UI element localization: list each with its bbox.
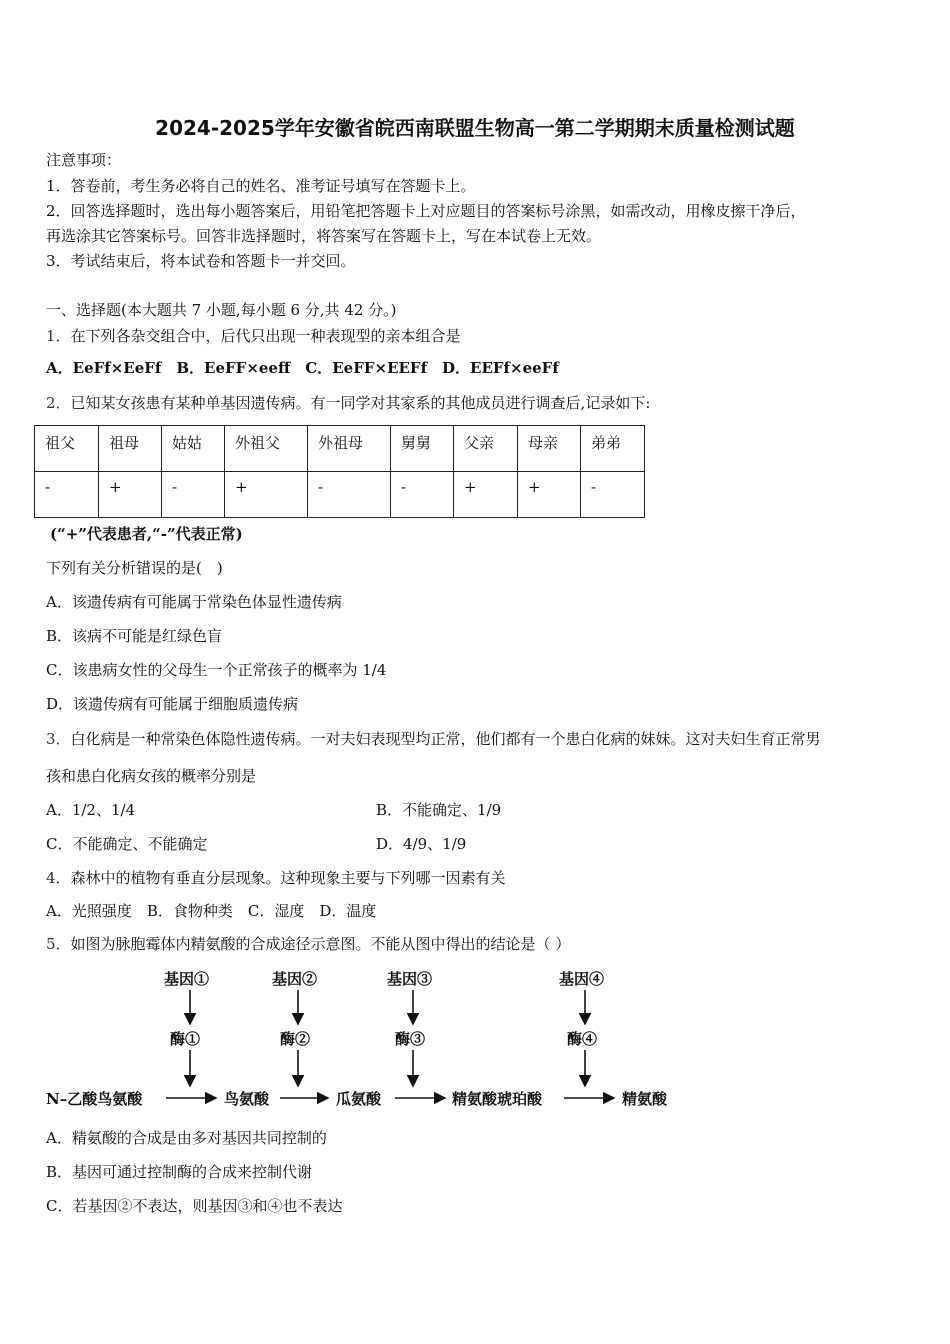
option-d: D．该遗传病有可能属于细胞质遗传病 [46, 695, 299, 713]
question-stem: 白化病是一种常染色体隐性遗传病。一对夫妇表现型均正常，他们都有一个患白化病的妹妹。这对夫妇生育正常男 [70, 730, 821, 748]
gene-label: 基因① [164, 970, 210, 988]
compound-label: 精氨酸 [622, 1090, 668, 1108]
enzyme-label: 酶③ [395, 1030, 426, 1048]
table-header-row [35, 426, 645, 472]
gene-label: 基因③ [387, 970, 433, 988]
enzyme-label: 酶② [280, 1030, 311, 1048]
question-3-stem-cont: 孩和患白化病女孩的概率分别是 [46, 767, 257, 785]
option-b: B．基因可通过控制酶的合成来控制代谢 [46, 1163, 313, 1181]
question-2 [46, 393, 650, 413]
table-cell: - [308, 472, 391, 518]
table-cell: - [391, 472, 454, 518]
enzyme-label: 酶④ [567, 1030, 598, 1048]
gene-label: 基因② [272, 970, 318, 988]
option-c: C．不能确定、不能确定 [46, 835, 208, 853]
question-number: 4． [46, 869, 71, 887]
table-header-cell: 父亲 [454, 426, 518, 472]
table-header-cell: 姑姑 [162, 426, 225, 472]
question-5 [46, 934, 570, 954]
table-cell: + [454, 472, 518, 518]
question-stem: 森林中的植物有垂直分层现象。这种现象主要与下列哪一因素有关 [70, 869, 506, 887]
question-1-options: A．EeFf×EeFf B．EeFF×eeff C．EeFF×EEFf D．EEFf×eeFf [46, 359, 559, 377]
notice-item: 2．回答选择题时，选出每小题答案后，用铅笔把答题卡上对应题目的答案标号涂黑，如需改动，用橡皮擦干净后， [46, 202, 806, 220]
question-stem: 在下列各杂交组合中，后代只出现一种表现型的亲本组合是 [70, 327, 461, 345]
question-stem: 已知某女孩患有某种单基因遗传病。有一同学对其家系的其他成员进行调查后,记录如下: [70, 394, 651, 412]
question-3 [46, 729, 821, 749]
question-4 [46, 868, 506, 888]
question-1 [46, 326, 461, 346]
page-title: 2024-2025学年安徽省皖西南联盟生物高一第二学期期末质量检测试题 [155, 116, 795, 140]
compound-label: 鸟氨酸 [224, 1090, 270, 1108]
arginine-pathway-diagram [40, 962, 700, 1122]
option-a: A．1/2、1/4 [46, 801, 136, 819]
table-header-cell: 祖父 [35, 426, 99, 472]
question-number: 2． [46, 394, 71, 412]
compound-label: 精氨酸琥珀酸 [452, 1090, 543, 1108]
notice-item: 再选涂其它答案标号。回答非选择题时，将答案写在答题卡上，写在本试卷上无效。 [46, 227, 602, 245]
gene-label: 基因④ [559, 970, 605, 988]
table-cell: + [99, 472, 162, 518]
question-number: 1． [46, 327, 71, 345]
table-cell: + [518, 472, 581, 518]
table-row [35, 472, 645, 518]
compound-label: N–乙酸鸟氨酸 [46, 1090, 143, 1108]
table-cell: - [581, 472, 645, 518]
family-survey-table [34, 425, 645, 518]
table-cell: - [35, 472, 99, 518]
table-cell: - [162, 472, 225, 518]
table-note: (“+”代表患者,“-”代表正常) [50, 525, 243, 543]
option-b: B．不能确定、1/9 [376, 801, 502, 819]
compound-label: 瓜氨酸 [336, 1090, 382, 1108]
option-a: A．该遗传病有可能属于常染色体显性遗传病 [46, 593, 342, 611]
table-header-cell: 祖母 [99, 426, 162, 472]
table-header-cell: 母亲 [518, 426, 581, 472]
table-cell: + [225, 472, 308, 518]
option-c: C．若基因②不表达，则基因③和④也不表达 [46, 1197, 343, 1215]
option-c: C．该患病女性的父母生一个正常孩子的概率为 1/4 [46, 661, 387, 679]
option-b: B．该病不可能是红绿色盲 [46, 627, 223, 645]
section-heading: 一、选择题(本大题共 7 小题,每小题 6 分,共 42 分。) [46, 301, 397, 319]
notice-item: 1．答卷前，考生务必将自己的姓名、准考证号填写在答题卡上。 [46, 177, 476, 195]
question-number: 3． [46, 730, 71, 748]
question-2-prompt: 下列有关分析错误的是( ) [46, 559, 223, 577]
notice-item: 3．考试结束后，将本试卷和答题卡一并交回。 [46, 252, 356, 270]
notice-heading: 注意事项： [46, 151, 122, 169]
question-stem: 如图为脉胞霉体内精氨酸的合成途径示意图。不能从图中得出的结论是（ ） [70, 935, 571, 953]
option-d: D．4/9、1/9 [376, 835, 467, 853]
option-a: A．精氨酸的合成是由多对基因共同控制的 [46, 1129, 327, 1147]
table-header-cell: 弟弟 [581, 426, 645, 472]
question-number: 5． [46, 935, 71, 953]
table-header-cell: 舅舅 [391, 426, 454, 472]
question-4-options: A．光照强度 B．食物种类 C．湿度 D．温度 [46, 902, 377, 920]
table-header-cell: 外祖母 [308, 426, 391, 472]
enzyme-label: 酶① [170, 1030, 201, 1048]
table-header-cell: 外祖父 [225, 426, 308, 472]
